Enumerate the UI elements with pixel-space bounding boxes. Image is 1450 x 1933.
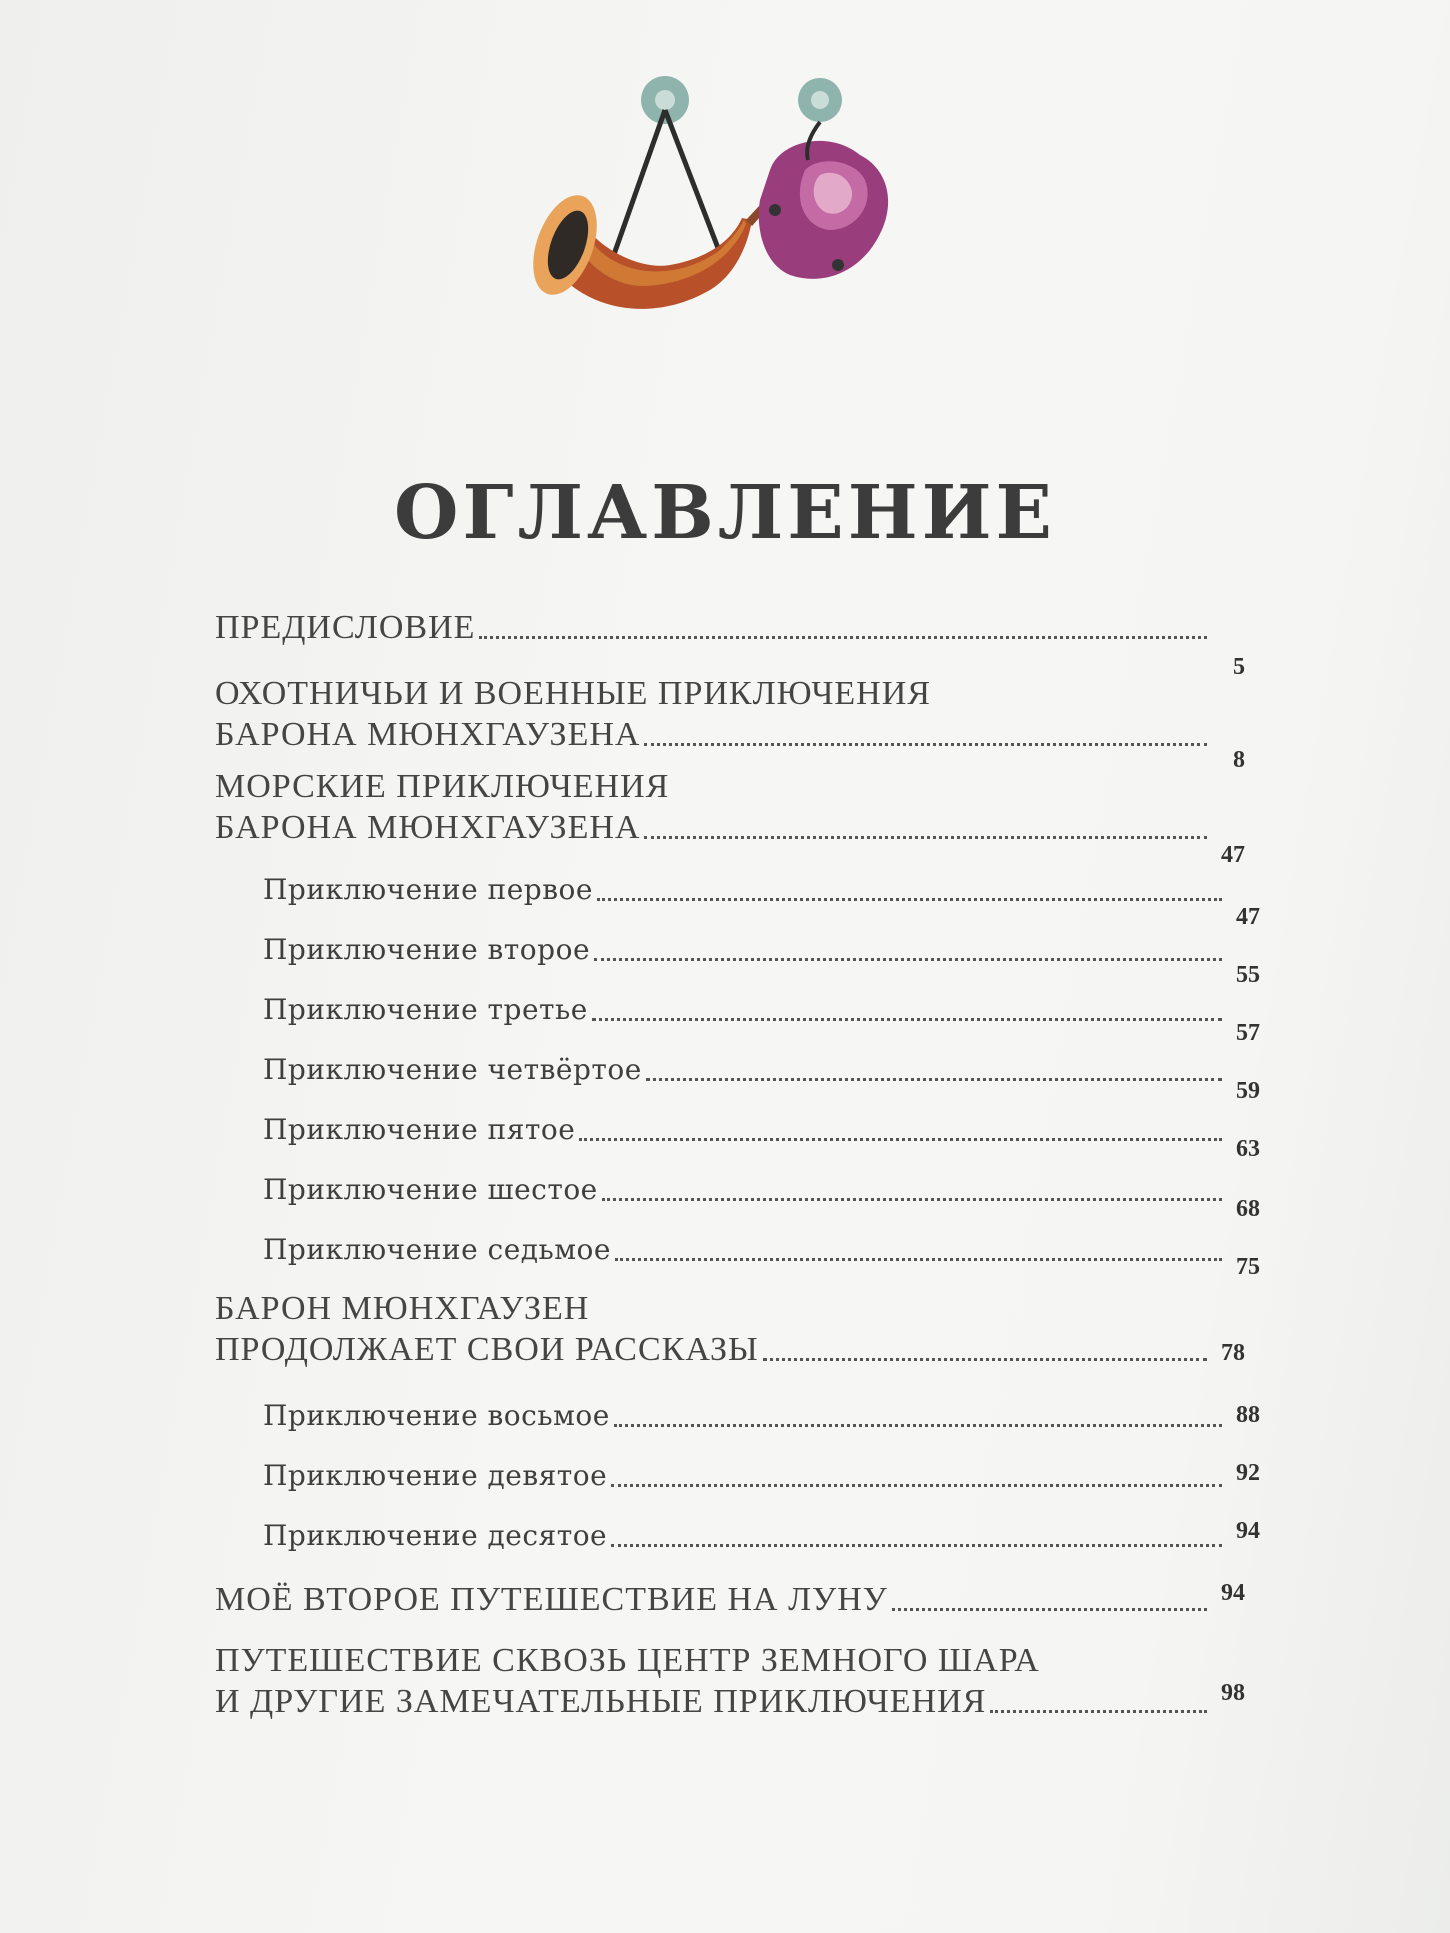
toc-subentry-adventure-1[interactable] <box>263 870 1260 930</box>
dot-leader <box>892 1608 1207 1611</box>
dot-leader <box>594 958 1222 961</box>
toc-entry-title: Приключение девятое <box>263 1459 608 1492</box>
toc-subentry-adventure-10[interactable] <box>263 1516 1260 1556</box>
dot-leader <box>602 1198 1222 1201</box>
page-number: 55 <box>1236 962 1260 988</box>
toc-entry-title: Приключение четвёртое <box>263 1053 642 1086</box>
toc-entry-title-line2: БАРОНА МЮНХГАУЗЕНА <box>215 809 641 846</box>
toc-entry-title-line1: БАРОН МЮНХГАУЗЕН <box>215 1290 590 1327</box>
dot-leader <box>579 1138 1222 1141</box>
toc-entry-title-line2: БАРОНА МЮНХГАУЗЕНА <box>215 716 641 753</box>
table-of-contents <box>215 0 1260 1933</box>
toc-entry-title: Приключение восьмое <box>263 1399 610 1432</box>
page-number: 8 <box>1233 747 1245 773</box>
dot-leader <box>611 1544 1222 1547</box>
toc-entry-title: Приключение шестое <box>263 1173 598 1206</box>
page-number: 75 <box>1236 1254 1260 1280</box>
toc-subentry-adventure-2[interactable] <box>263 930 1260 988</box>
toc-entry-title: Приключение третье <box>263 993 588 1026</box>
page-number: 57 <box>1236 1020 1260 1046</box>
page-number: 94 <box>1221 1580 1245 1606</box>
toc-entry-title-line2: ПРОДОЛЖАЕТ СВОИ РАССКАЗЫ <box>215 1331 759 1368</box>
toc-subentry-adventure-3[interactable] <box>263 990 1260 1046</box>
toc-subentry-adventure-5[interactable] <box>263 1110 1260 1162</box>
toc-entry-title-line1: ОХОТНИЧЬИ И ВОЕННЫЕ ПРИКЛЮЧЕНИЯ <box>215 675 931 712</box>
page-number: 68 <box>1236 1196 1260 1222</box>
page-number: 98 <box>1221 1680 1245 1706</box>
toc-subentry-adventure-4[interactable] <box>263 1050 1260 1104</box>
page-number: 47 <box>1221 842 1245 868</box>
toc-subentry-adventure-6[interactable] <box>263 1170 1260 1222</box>
toc-subentry-adventure-9[interactable] <box>263 1456 1260 1496</box>
toc-entry-title-line1: ПУТЕШЕСТВИЕ СКВОЗЬ ЦЕНТР ЗЕМНОГО ШАРА <box>215 1642 1040 1679</box>
dot-leader <box>597 898 1222 901</box>
toc-entry-title: Приключение второе <box>263 933 591 966</box>
dot-leader <box>990 1710 1207 1713</box>
page-number: 63 <box>1236 1136 1260 1162</box>
toc-entry-title: Приключение седьмое <box>263 1233 611 1266</box>
dot-leader <box>644 743 1207 746</box>
dot-leader <box>592 1018 1222 1021</box>
dot-leader <box>615 1258 1222 1261</box>
toc-entry-title-line2: И ДРУГИЕ ЗАМЕЧАТЕЛЬНЫЕ ПРИКЛЮЧЕНИЯ <box>215 1683 987 1720</box>
dot-leader <box>611 1484 1222 1487</box>
toc-entry-title: МОЁ ВТОРОЕ ПУТЕШЕСТВИЕ НА ЛУНУ <box>215 1581 888 1618</box>
page-number: 47 <box>1236 904 1260 930</box>
page-number: 5 <box>1233 654 1245 680</box>
dot-leader <box>614 1424 1222 1427</box>
toc-entry-title: Приключение пятое <box>263 1113 576 1146</box>
page-number: 92 <box>1236 1460 1260 1486</box>
dot-leader <box>644 836 1207 839</box>
page-number: 88 <box>1236 1402 1260 1428</box>
toc-entry-title: ПРЕДИСЛОВИЕ <box>215 609 476 646</box>
dot-leader <box>479 636 1207 639</box>
page-title: ОГЛАВЛЕНИЕ <box>394 470 1056 556</box>
page-number: 78 <box>1221 1340 1245 1366</box>
toc-subentry-adventure-8[interactable] <box>263 1396 1260 1436</box>
toc-entry-title: Приключение десятое <box>263 1519 608 1552</box>
toc-subentry-adventure-7[interactable] <box>263 1230 1260 1280</box>
toc-entry-title: Приключение первое <box>263 873 593 906</box>
page-number: 59 <box>1236 1078 1260 1104</box>
toc-entry-title-line1: МОРСКИЕ ПРИКЛЮЧЕНИЯ <box>215 768 670 805</box>
dot-leader <box>646 1078 1222 1081</box>
dot-leader <box>763 1358 1207 1361</box>
page-number: 94 <box>1236 1518 1260 1544</box>
